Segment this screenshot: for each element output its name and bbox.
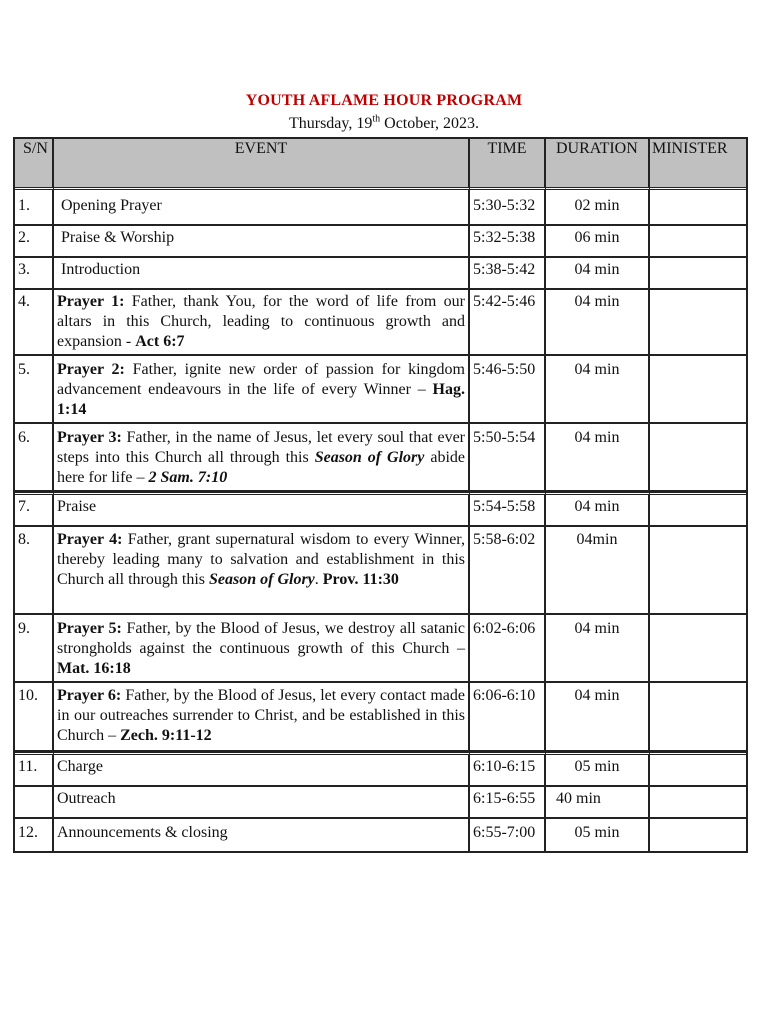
event-cell: Introduction bbox=[54, 258, 470, 290]
scripture-ref: Zech. 9:11-12 bbox=[120, 727, 212, 744]
date-prefix: Thursday, 19 bbox=[288, 115, 373, 132]
time-cell: 6:15-6:55 bbox=[470, 787, 546, 819]
event-cell bbox=[54, 290, 470, 356]
prayer-text-2: abide here for life – bbox=[57, 449, 465, 486]
time-cell: 6:02-6:06 bbox=[470, 615, 546, 683]
sn-cell: 9. bbox=[15, 615, 54, 683]
prayer-text-2: . bbox=[314, 571, 323, 588]
prayer-label: Prayer 5: bbox=[57, 620, 122, 637]
table-row bbox=[15, 424, 746, 492]
sn-cell: 10. bbox=[15, 683, 54, 752]
table-row bbox=[15, 187, 746, 226]
minister-cell bbox=[650, 290, 746, 356]
event-cell: Opening Prayer bbox=[54, 187, 470, 226]
minister-cell bbox=[650, 527, 746, 615]
event-cell bbox=[54, 615, 470, 683]
minister-cell bbox=[650, 752, 746, 787]
scripture-ref: Hag. 1:14 bbox=[57, 381, 465, 418]
duration-cell: 04 min bbox=[546, 290, 650, 356]
time-cell: 6:06-6:10 bbox=[470, 683, 546, 752]
duration-cell: 06 min bbox=[546, 226, 650, 258]
col-header-sn: S/N bbox=[15, 139, 54, 187]
program-date bbox=[0, 115, 768, 133]
date-suffix-sup: th bbox=[372, 113, 381, 125]
prayer-text: Father, thank You, for the word of life from our altars in this Church, leading to continuous growth and expansion - bbox=[57, 293, 465, 350]
event-cell: Praise bbox=[54, 492, 470, 527]
duration-cell: 04 min bbox=[546, 424, 650, 492]
col-header-event: EVENT bbox=[54, 139, 470, 187]
sn-cell: 12. bbox=[15, 819, 54, 851]
sn-cell: 6. bbox=[15, 424, 54, 492]
table-row bbox=[15, 356, 746, 424]
duration-cell: 05 min bbox=[546, 819, 650, 851]
sn-cell: 3. bbox=[15, 258, 54, 290]
col-header-duration: DURATION bbox=[546, 139, 650, 187]
event-cell bbox=[54, 356, 470, 424]
scripture-ref: Prov. 11:30 bbox=[322, 571, 399, 588]
duration-cell: 40 min bbox=[546, 787, 650, 819]
duration-cell: 04 min bbox=[546, 492, 650, 527]
scripture-ref: 2 Sam. 7:10 bbox=[148, 469, 228, 486]
date-suffix: October, 2023. bbox=[380, 115, 480, 132]
minister-cell bbox=[650, 424, 746, 492]
sn-cell: 1. bbox=[15, 187, 54, 226]
event-cell: Praise & Worship bbox=[54, 226, 470, 258]
sn-cell bbox=[15, 787, 54, 819]
duration-cell: 04min bbox=[546, 527, 650, 615]
table-row bbox=[15, 290, 746, 356]
time-cell: 5:58-6:02 bbox=[470, 527, 546, 615]
table-row bbox=[15, 492, 746, 527]
time-cell: 5:38-5:42 bbox=[470, 258, 546, 290]
prayer-text: Father, grant supernatural wisdom to every Winner, thereby leading many to salvation and establishment in this Church all through this bbox=[57, 531, 465, 588]
sn-cell: 2. bbox=[15, 226, 54, 258]
event-cell bbox=[54, 527, 470, 615]
duration-cell: 04 min bbox=[546, 258, 650, 290]
prayer-text: Father, ignite new order of passion for kingdom advancement endeavours in the life of every Winner – bbox=[57, 361, 465, 398]
table-row bbox=[15, 258, 746, 290]
sn-cell: 7. bbox=[15, 492, 54, 527]
program-table bbox=[13, 137, 748, 853]
minister-cell bbox=[650, 187, 746, 226]
time-cell: 6:10-6:15 bbox=[470, 752, 546, 787]
time-cell: 5:30-5:32 bbox=[470, 187, 546, 226]
prayer-text: Father, by the Blood of Jesus, let every contact made in our outreaches surrender to Christ, and be established in this Church – bbox=[57, 687, 466, 744]
prayer-label: Prayer 2: bbox=[57, 361, 125, 378]
sn-cell: 5. bbox=[15, 356, 54, 424]
prayer-text: Father, in the name of Jesus, let every soul that ever steps into this Church all through this bbox=[57, 429, 466, 466]
table-row bbox=[15, 683, 746, 752]
event-cell: Announcements & closing bbox=[54, 819, 470, 851]
duration-cell: 05 min bbox=[546, 752, 650, 787]
minister-cell bbox=[650, 356, 746, 424]
table-row bbox=[15, 752, 746, 787]
duration-cell: 04 min bbox=[546, 683, 650, 752]
minister-cell bbox=[650, 226, 746, 258]
table-row bbox=[15, 787, 746, 819]
time-cell: 5:50-5:54 bbox=[470, 424, 546, 492]
prayer-label: Prayer 1: bbox=[57, 293, 125, 310]
prayer-text: Father, by the Blood of Jesus, we destroy all satanic strongholds against the continuous growth of this Church – bbox=[57, 620, 465, 657]
prayer-label: Prayer 6: bbox=[57, 687, 122, 704]
season-emphasis: Season of Glory bbox=[314, 449, 425, 466]
col-header-minister: MINISTER bbox=[650, 139, 746, 187]
duration-cell: 02 min bbox=[546, 187, 650, 226]
minister-cell bbox=[650, 492, 746, 527]
minister-cell bbox=[650, 258, 746, 290]
sn-cell: 11. bbox=[15, 752, 54, 787]
duration-cell: 04 min bbox=[546, 615, 650, 683]
duration-cell: 04 min bbox=[546, 356, 650, 424]
minister-cell bbox=[650, 787, 746, 819]
minister-cell bbox=[650, 683, 746, 752]
table-row bbox=[15, 226, 746, 258]
table-row bbox=[15, 615, 746, 683]
event-cell: Charge bbox=[54, 752, 470, 787]
event-cell bbox=[54, 424, 470, 492]
season-emphasis: Season of Glory bbox=[208, 571, 315, 588]
sn-cell: 4. bbox=[15, 290, 54, 356]
col-header-time: TIME bbox=[470, 139, 546, 187]
time-cell: 5:54-5:58 bbox=[470, 492, 546, 527]
minister-cell bbox=[650, 819, 746, 851]
scripture-ref: Act 6:7 bbox=[135, 333, 185, 350]
prayer-label: Prayer 3: bbox=[57, 429, 122, 446]
event-cell bbox=[54, 683, 470, 752]
time-cell: 5:32-5:38 bbox=[470, 226, 546, 258]
table-row bbox=[15, 819, 746, 851]
table-header-row bbox=[15, 139, 746, 187]
prayer-label: Prayer 4: bbox=[57, 531, 123, 548]
scripture-ref: Mat. 16:18 bbox=[57, 660, 131, 677]
time-cell: 5:42-5:46 bbox=[470, 290, 546, 356]
event-cell: Outreach bbox=[54, 787, 470, 819]
minister-cell bbox=[650, 615, 746, 683]
table-row bbox=[15, 527, 746, 615]
time-cell: 6:55-7:00 bbox=[470, 819, 546, 851]
time-cell: 5:46-5:50 bbox=[470, 356, 546, 424]
sn-cell: 8. bbox=[15, 527, 54, 615]
program-title: YOUTH AFLAME HOUR PROGRAM bbox=[245, 92, 523, 109]
